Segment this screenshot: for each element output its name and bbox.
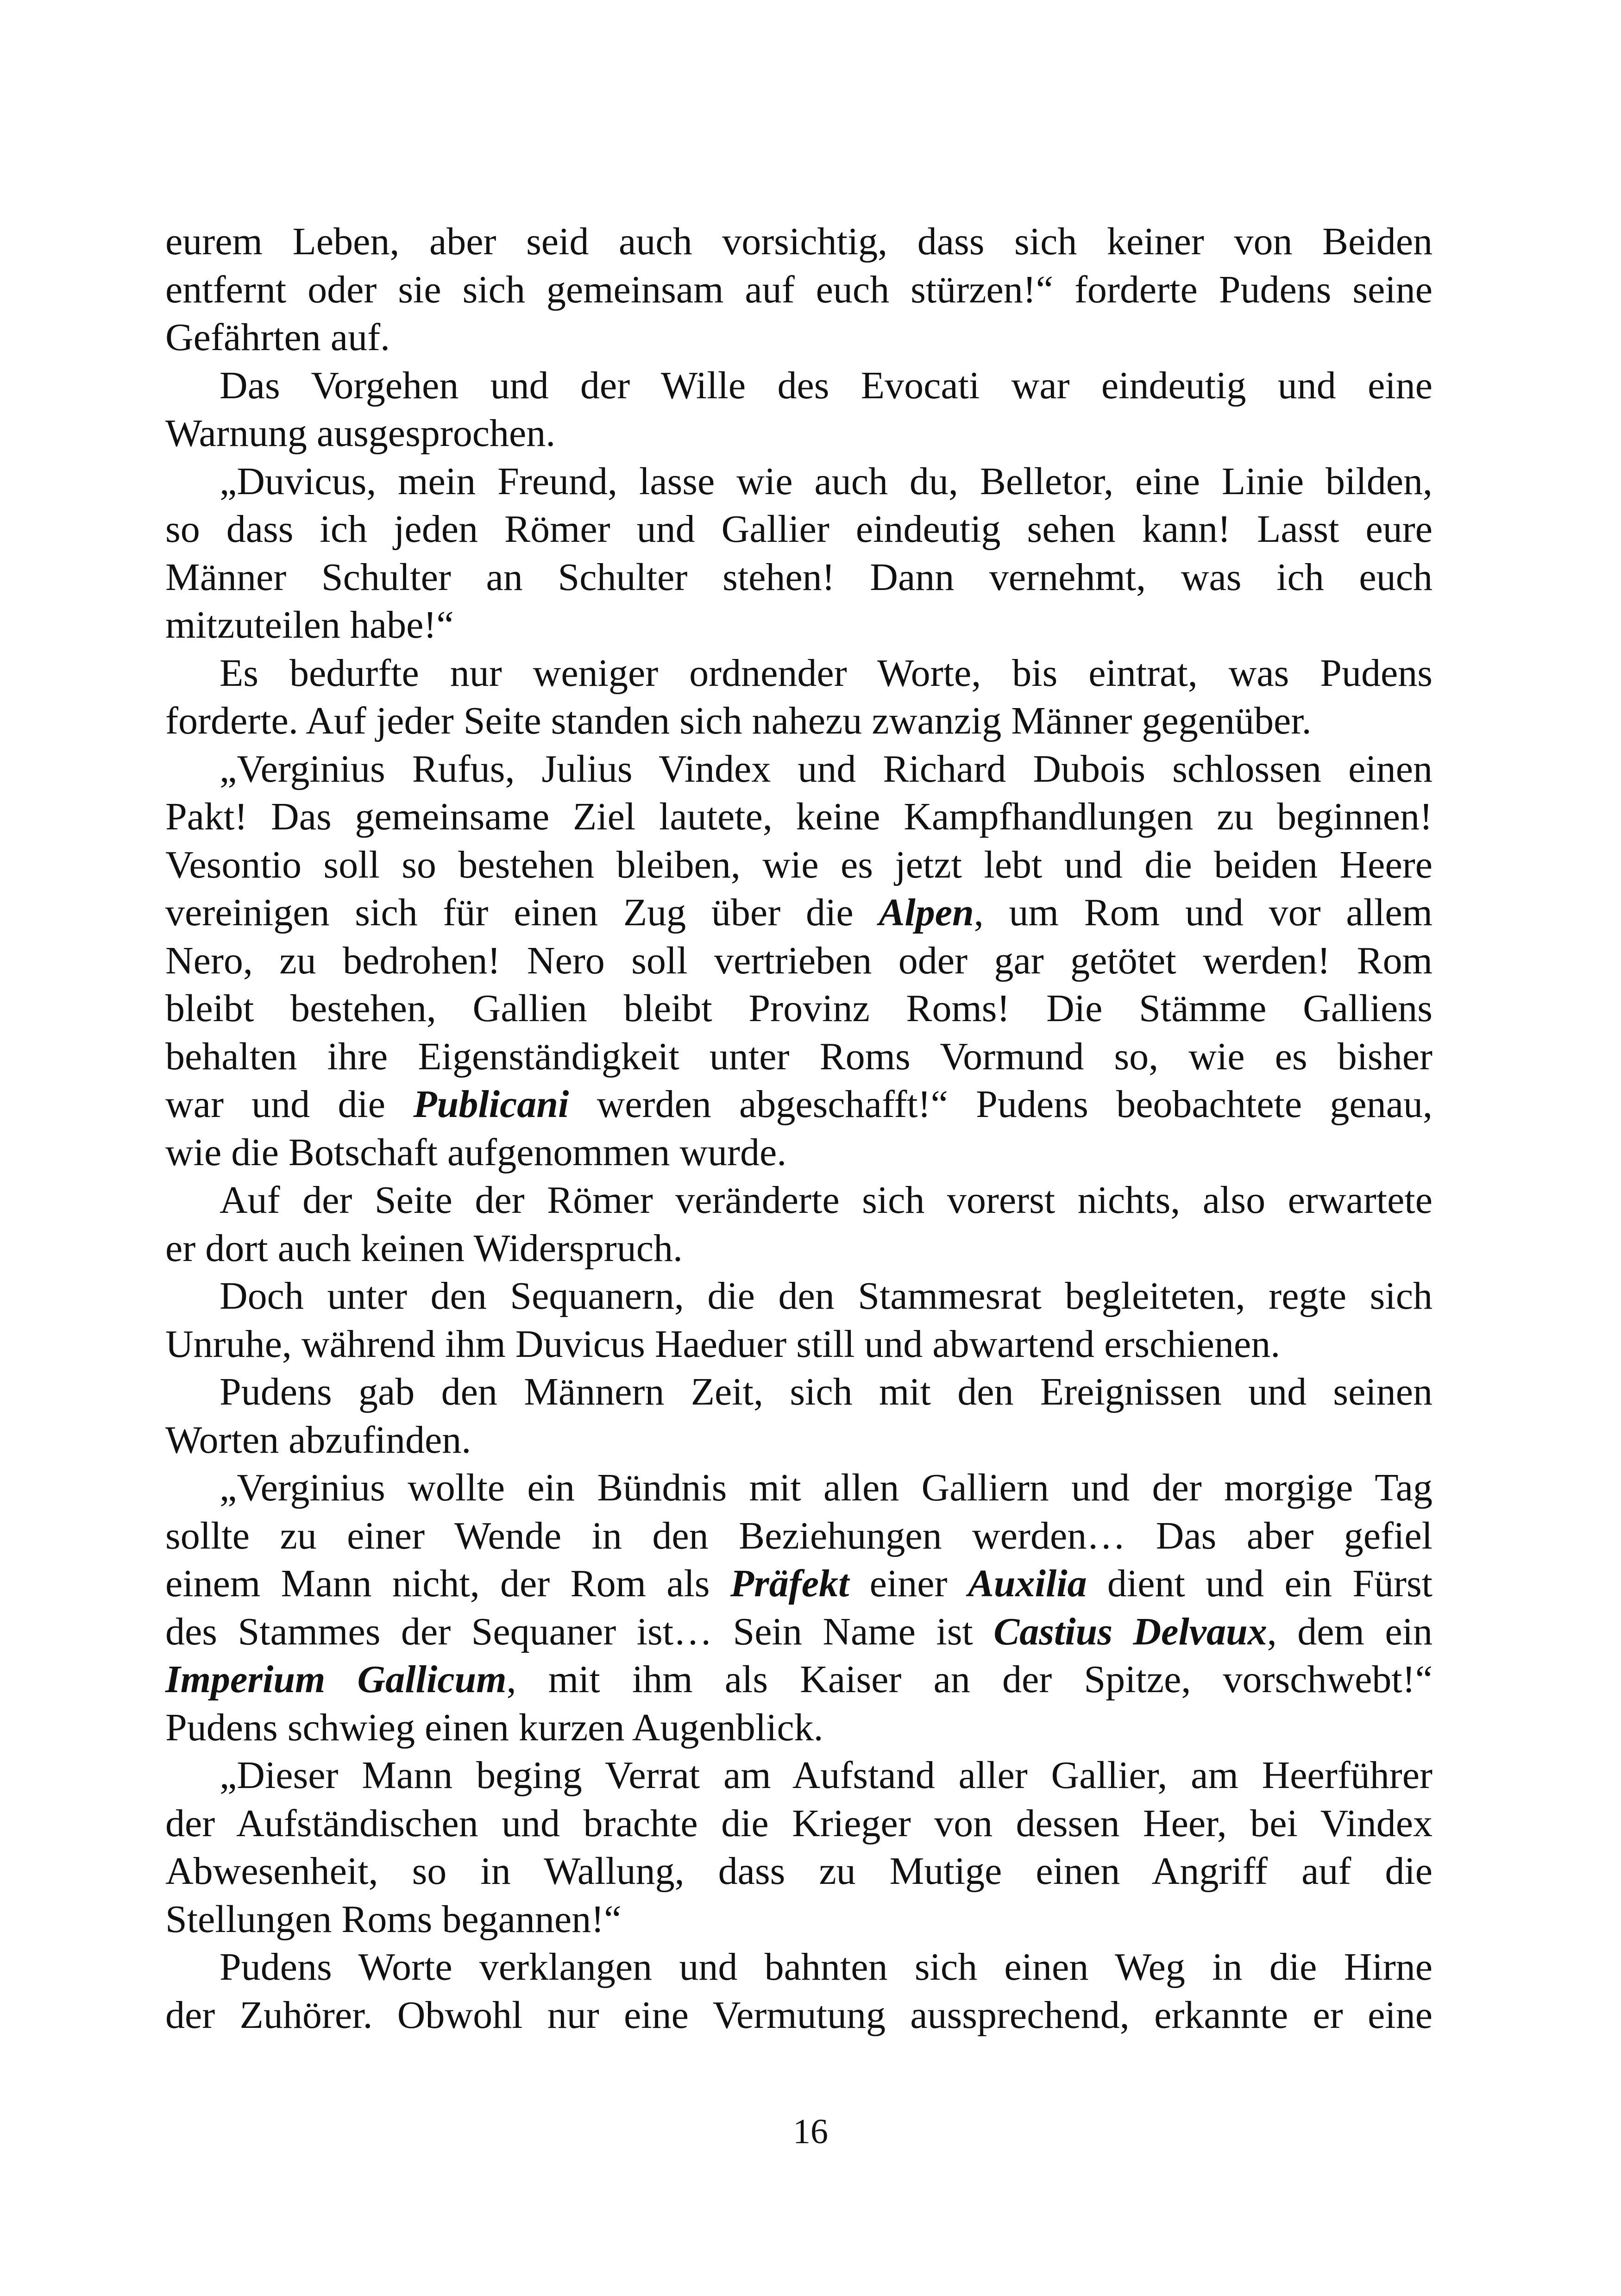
paragraph-first-line	[165, 458, 1433, 506]
text-segment: des Stammes der Sequaner ist… Sein Name ist	[165, 1610, 994, 1653]
paragraph-first-line	[165, 1943, 1433, 1991]
text-line	[165, 1033, 1433, 1081]
text-segment: „Verginius wollte ein Bündnis mit allen Galliern und der morgige Tag	[220, 1466, 1433, 1509]
text-segment: einer	[849, 1562, 968, 1605]
text-segment: Männer Schulter an Schulter stehen! Dann vernehmt, was ich euch	[165, 555, 1433, 599]
text-line	[165, 1560, 1433, 1608]
text-segment: er dort auch keinen Widerspruch.	[165, 1226, 683, 1270]
text-segment: Gefährten auf.	[165, 316, 390, 359]
text-line	[165, 793, 1433, 841]
text-segment: , mit ihm als Kaiser an der Spitze, vorschwebt!“	[506, 1658, 1433, 1701]
text-segment: Pudens Worte verklangen und bahnten sich einen Weg in die Hirne	[220, 1945, 1433, 1989]
text-segment: so dass ich jeden Römer und Gallier eindeutig sehen kann! Lasst eure	[165, 508, 1433, 551]
paragraph-first-line	[165, 1176, 1433, 1224]
text-segment: Vesontio soll so bestehen bleiben, wie es jetzt lebt und die beiden Heere	[165, 843, 1433, 886]
paragraph-first-line	[165, 1272, 1433, 1320]
paragraph-first-line	[165, 1751, 1433, 1800]
text-segment: Es bedurfte nur weniger ordnender Worte, bis eintrat, was Pudens	[220, 651, 1433, 695]
text-line	[165, 1129, 1433, 1177]
text-segment: eurem Leben, aber seid auch vorsichtig, dass sich keiner von Beiden	[165, 220, 1433, 263]
paragraph-first-line	[165, 745, 1433, 793]
text-line	[165, 889, 1433, 937]
emphasized-term: Auxilia	[968, 1562, 1087, 1605]
text-segment: Pudens gab den Männern Zeit, sich mit den Ereignissen und seinen	[220, 1370, 1433, 1413]
text-line	[165, 1656, 1433, 1704]
text-line	[165, 1224, 1433, 1273]
text-line	[165, 937, 1433, 985]
text-segment: Doch unter den Sequanern, die den Stammesrat begleiteten, regte sich	[220, 1274, 1433, 1317]
emphasized-term: Imperium Gallicum	[165, 1658, 507, 1701]
text-line	[165, 1800, 1433, 1848]
page-number: 16	[793, 2112, 828, 2151]
paragraph-first-line	[165, 1464, 1433, 1512]
text-segment: werden abgeschafft!“ Pudens beobachtete genau,	[569, 1083, 1433, 1126]
text-line	[165, 218, 1433, 266]
text-segment: Warnung ausgesprochen.	[165, 412, 556, 455]
emphasized-term: Präfekt	[730, 1562, 849, 1605]
text-segment: Worten abzufinden.	[165, 1418, 471, 1462]
text-segment: der Zuhörer. Obwohl nur eine Vermutung aussprechend, erkannte er eine	[165, 1993, 1433, 2037]
text-line	[165, 1080, 1433, 1129]
text-segment: war und die	[165, 1083, 414, 1126]
text-segment: , dem ein	[1267, 1610, 1433, 1653]
text-segment: behalten ihre Eigenständigkeit unter Roms Vormund so, wie es bisher	[165, 1035, 1433, 1078]
text-line	[165, 985, 1433, 1033]
paragraph-first-line	[165, 649, 1433, 697]
text-segment: Unruhe, während ihm Duvicus Haeduer still und abwartend erschienen.	[165, 1322, 1281, 1366]
text-segment: mitzuteilen habe!“	[165, 603, 454, 646]
emphasized-term: Alpen	[879, 891, 974, 934]
paragraph-first-line	[165, 362, 1433, 410]
text-segment: wie die Botschaft aufgenommen wurde.	[165, 1130, 787, 1174]
text-segment: Pudens schwieg einen kurzen Augenblick.	[165, 1706, 823, 1749]
text-line	[165, 1608, 1433, 1656]
paragraph-first-line	[165, 1368, 1433, 1416]
text-segment: , um Rom und vor allem	[974, 891, 1433, 934]
text-segment: „Duvicus, mein Freund, lasse wie auch du, Belletor, eine Linie bilden,	[220, 459, 1433, 503]
text-line	[165, 697, 1433, 745]
text-line	[165, 1416, 1433, 1464]
text-line	[165, 1991, 1433, 2039]
text-line	[165, 1895, 1433, 1944]
text-segment: Pakt! Das gemeinsame Ziel lautete, keine Kampfhandlungen zu beginnen!	[165, 795, 1433, 838]
text-segment: Nero, zu bedrohen! Nero soll vertrieben oder gar getötet werden! Rom	[165, 939, 1433, 982]
text-line	[165, 553, 1433, 602]
emphasized-term: Publicani	[413, 1083, 569, 1126]
text-line	[165, 1512, 1433, 1560]
text-segment: einem Mann nicht, der Rom als	[165, 1562, 730, 1605]
text-line	[165, 266, 1433, 314]
text-segment: „Dieser Mann beging Verrat am Aufstand aller Gallier, am Heerführer	[220, 1754, 1433, 1797]
emphasized-term: Castius Delvaux	[993, 1610, 1267, 1653]
text-line	[165, 1320, 1433, 1368]
text-segment: der Aufständischen und brachte die Krieger von dessen Heer, bei Vindex	[165, 1801, 1433, 1845]
text-segment: bleibt bestehen, Gallien bleibt Provinz Roms! Die Stämme Galliens	[165, 987, 1433, 1030]
text-segment: Das Vorgehen und der Wille des Evocati war eindeutig und eine	[220, 364, 1433, 407]
text-segment: „Verginius Rufus, Julius Vindex und Richard Dubois schlossen einen	[220, 747, 1433, 790]
text-segment: Auf der Seite der Römer veränderte sich vorerst nichts, also erwartete	[220, 1179, 1433, 1222]
text-segment: Stellungen Roms begannen!“	[165, 1897, 622, 1941]
text-line	[165, 1704, 1433, 1752]
text-segment: forderte. Auf jeder Seite standen sich nahezu zwanzig Männer gegenüber.	[165, 699, 1312, 742]
text-line	[165, 505, 1433, 553]
body-text	[165, 218, 1433, 2039]
text-line	[165, 841, 1433, 889]
text-line	[165, 314, 1433, 362]
text-segment: vereinigen sich für einen Zug über die	[165, 891, 879, 934]
text-segment: entfernt oder sie sich gemeinsam auf euch stürzen!“ forderte Pudens seine	[165, 268, 1433, 311]
text-line	[165, 601, 1433, 649]
text-line	[165, 1847, 1433, 1895]
text-segment: Abwesenheit, so in Wallung, dass zu Mutige einen Angriff auf die	[165, 1850, 1433, 1893]
text-line	[165, 409, 1433, 458]
text-segment: sollte zu einer Wende in den Beziehungen werden… Das aber gefiel	[165, 1514, 1433, 1557]
text-segment: dient und ein Fürst	[1087, 1562, 1433, 1605]
